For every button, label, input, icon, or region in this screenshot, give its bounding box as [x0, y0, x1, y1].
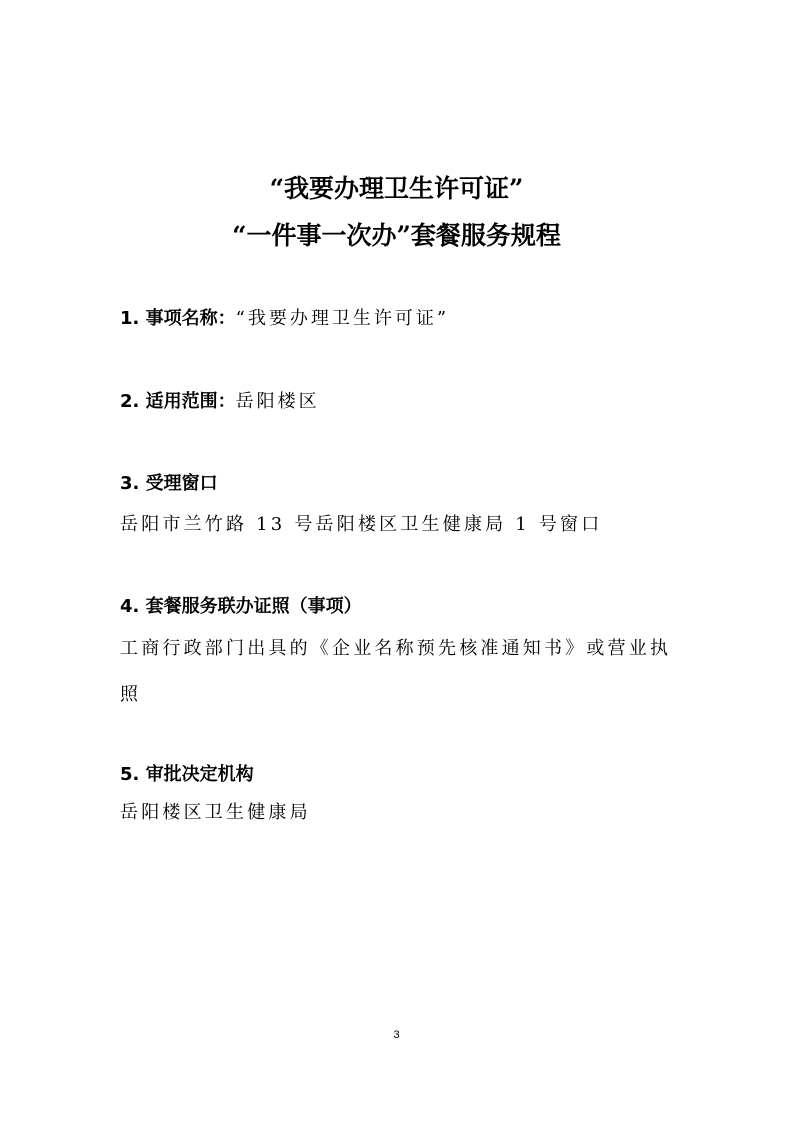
section-3-heading: 3. 受理窗口	[120, 473, 218, 494]
page-number: 3	[393, 1029, 400, 1041]
section-4-body-line-1: 工商行政部门出具的《企业名称预先核准通知书》或营业执	[120, 638, 672, 659]
section-2-heading	[120, 389, 320, 415]
section-2-value: 岳阳楼区	[235, 391, 320, 412]
section-5-body: 岳阳楼区卫生健康局	[120, 802, 311, 823]
section-5-heading: 5. 审批决定机构	[120, 764, 254, 785]
document-title-line-2: “一件事一次办”套餐服务规程	[232, 221, 561, 250]
section-2-label: 2. 适用范围：	[120, 391, 236, 412]
section-1-label: 1. 事项名称：	[120, 308, 236, 329]
section-4-body-line-2: 照	[120, 684, 142, 705]
document-title-line-1: “我要办理卫生许可证”	[269, 174, 524, 203]
section-4-heading: 4. 套餐服务联办证照（事项）	[120, 596, 362, 617]
section-1-value: “我要办理卫生许可证”	[235, 308, 450, 329]
section-3-body: 岳阳市兰竹路 13 号岳阳楼区卫生健康局 1 号窗口	[120, 514, 603, 535]
section-1-heading	[120, 306, 449, 332]
